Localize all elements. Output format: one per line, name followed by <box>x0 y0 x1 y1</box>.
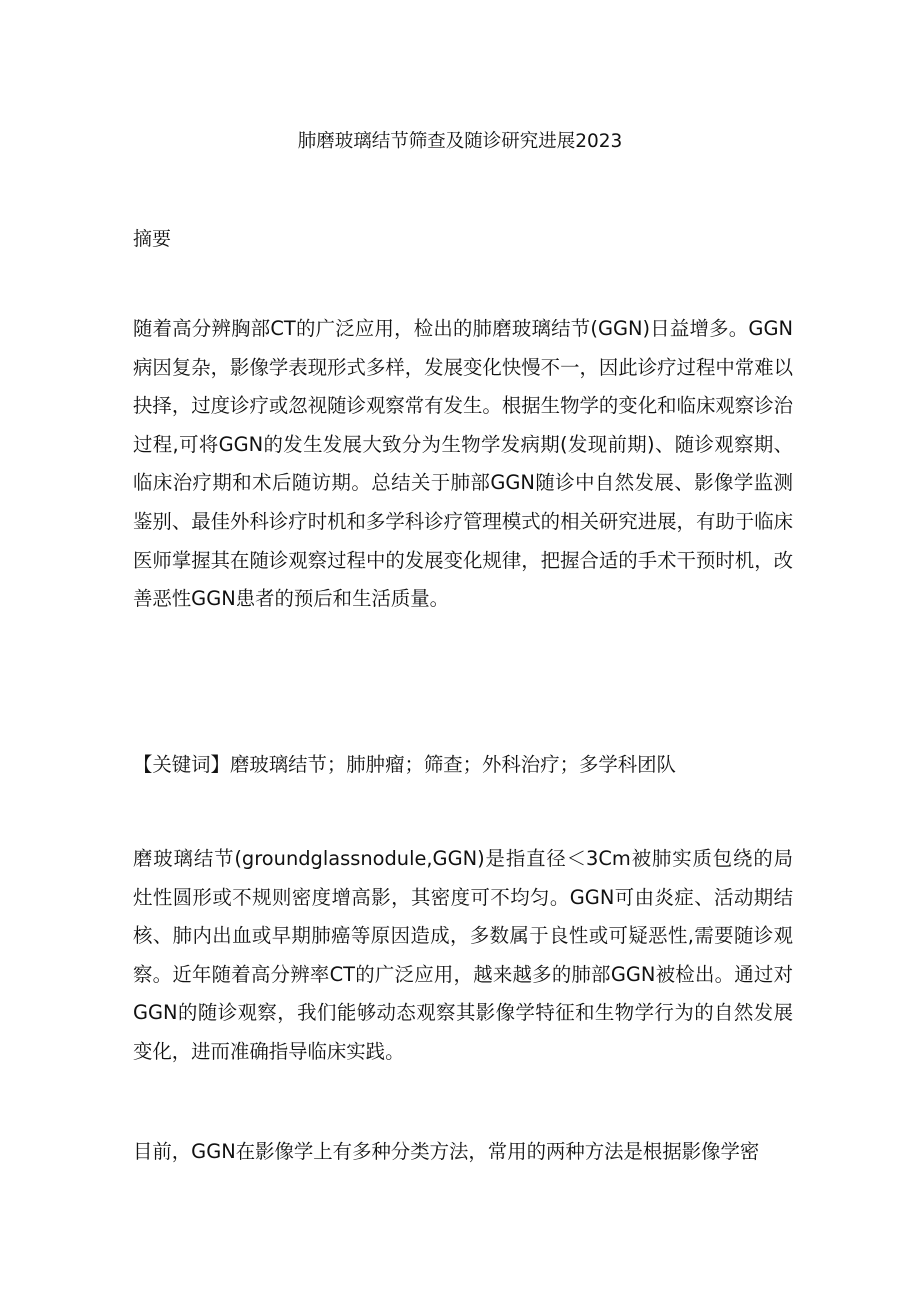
keywords-label: 【关键词】 <box>133 753 230 776</box>
body-paragraph-1: 磨玻璃结节(groundglassnodule,GGN)是指直径＜3Cm被肺实质包绕的局灶性圆形或不规则密度增高影，其密度可不均匀。GGN可由炎症、活动期结核、肺内出血或早期肺癌等原因造成，多数属于良性或可疑恶性,需要随诊观察。近年随着高分辨率CT的广泛应用，越来越多的肺部GGN被检出。通过对GGN的随诊观察，我们能够动态观察其影像学特征和生物学行为的自然发展变化，进而准确指导临床实践。 <box>133 847 793 1063</box>
keywords-line <box>133 746 793 785</box>
keywords-text: 磨玻璃结节；肺肿瘤；筛查；外科治疗；多学科团队 <box>229 753 676 776</box>
document-title: 肺磨玻璃结节筛查及随诊研究进展2023 <box>297 131 623 152</box>
abstract-paragraph: 随着高分辨胸部CT的广泛应用，检出的肺磨玻璃结节(GGN)日益增多。GGN病因复杂，影像学表现形式多样，发展变化快慢不一，因此诊疗过程中常难以抉择，过度诊疗或忽视随诊观察常有发生。根据生物学的变化和临床观察诊治过程,可将GGN的发生发展大致分为生物学发病期(发现前期)、随诊观察期、临床治疗期和术后随访期。总结关于肺部GGN随诊中自然发展、影像学监测鉴别、最佳外科诊疗时机和多学科诊疗管理模式的相关研究进展，有助于临床医师掌握其在随诊观察过程中的发展变化规律，把握合适的手术干预时机，改善恶性GGN患者的预后和生活质量。 <box>133 317 793 611</box>
abstract-heading: 摘要 <box>133 228 172 250</box>
body-paragraph-2: 目前，GGN在影像学上有多种分类方法，常用的两种方法是根据影像学密 <box>133 1140 760 1163</box>
